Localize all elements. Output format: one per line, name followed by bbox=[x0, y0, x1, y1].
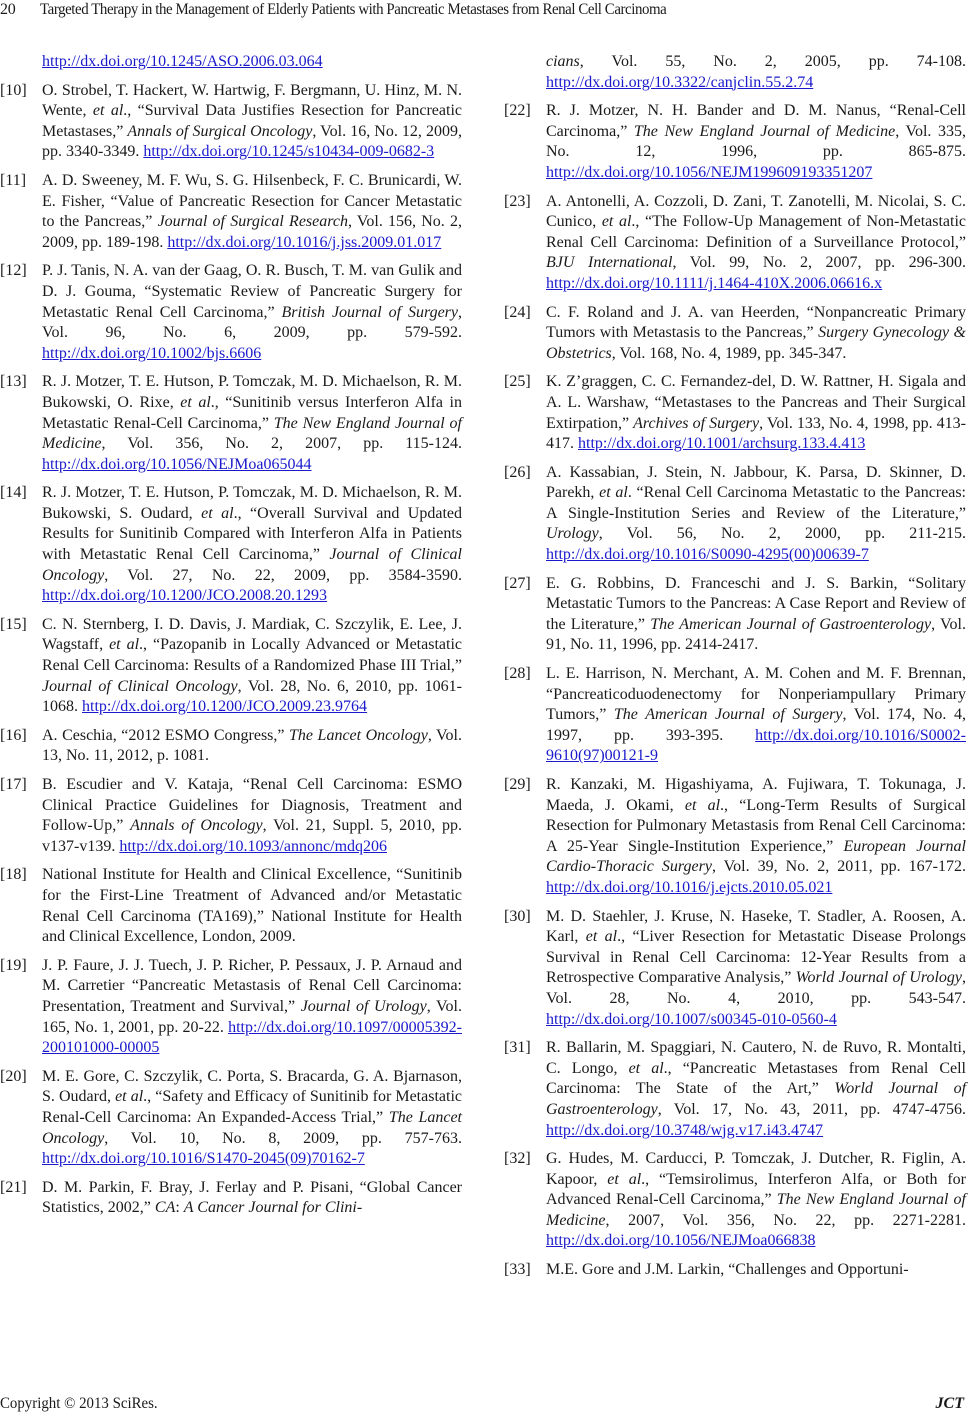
reference-item bbox=[0, 372, 462, 475]
italic-text: Annals of Oncology bbox=[130, 817, 263, 835]
reference-body bbox=[42, 775, 462, 857]
reference-body bbox=[546, 372, 966, 454]
doi-link[interactable]: http://dx.doi.org/10.1056/NEJMoa065044 bbox=[42, 455, 312, 473]
doi-link[interactable]: http://dx.doi.org/10.1016/S0002-9610(97)00121-9 bbox=[546, 726, 966, 765]
reference-number: [16] bbox=[0, 726, 27, 744]
reference-body bbox=[42, 483, 462, 607]
running-title: Targeted Therapy in the Management of Elderly Patients with Pancreatic Metastases from Renal Cell Carcinoma bbox=[40, 1, 667, 18]
reference-body bbox=[42, 171, 462, 253]
doi-link[interactable]: http://dx.doi.org/10.1016/j.ejcts.2010.05.021 bbox=[546, 878, 833, 896]
reference-body bbox=[546, 907, 966, 1031]
reference-item bbox=[0, 726, 462, 767]
reference-item bbox=[0, 956, 462, 1059]
reference-text: , Vol. 16, No. 12, 2009, pp. 3340-3349. bbox=[42, 122, 463, 161]
reference-item bbox=[504, 1260, 966, 1281]
doi-link[interactable]: http://dx.doi.org/10.1016/S1470-2045(09)70162-7 bbox=[42, 1150, 365, 1168]
reference-number: [15] bbox=[0, 615, 27, 633]
italic-text: The American Journal of Gastroenterology bbox=[650, 615, 932, 633]
italic-text: The Lancet Oncology bbox=[289, 726, 428, 744]
reference-body bbox=[546, 303, 966, 365]
reference-text: , Vol. 27, No. 22, 2009, pp. 3584-3590. bbox=[104, 566, 462, 584]
reference-text: . “Renal Cell Carcinoma Metastatic to the Pancreas: A Single-Institution Series and Review of the Literature,” bbox=[546, 484, 966, 522]
reference-text: , Vol. 21, Suppl. 5, 2010, pp. v137-v139. bbox=[42, 817, 463, 855]
reference-list bbox=[0, 81, 462, 1219]
italic-text: BJU International bbox=[546, 254, 673, 272]
reference-text: , Vol. 55, No. 2, 2005, pp. 74-108. bbox=[579, 53, 966, 70]
doi-link[interactable]: http://dx.doi.org/10.1097/00005392-200101000-00005 bbox=[42, 1018, 462, 1057]
reference-item bbox=[504, 574, 966, 656]
italic-text: Journal of Clinical Oncology bbox=[42, 546, 462, 584]
reference-body bbox=[42, 726, 462, 767]
doi-link[interactable]: http://dx.doi.org/10.1111/j.1464-410X.2006.06616.x bbox=[546, 274, 883, 292]
reference-text: ., “Liver Resection for Metastatic Disease Prolongs Survival in Renal Cell Carcinoma: 12-Year Results from a Retrospective Comparative Analysis,” bbox=[546, 928, 966, 987]
reference-item bbox=[504, 664, 966, 767]
references-left-column bbox=[0, 52, 462, 1227]
italic-text: Journal of Surgical Research bbox=[157, 213, 348, 231]
reference-text: R. J. Motzer, N. H. Bander and D. M. Nanus, “Renal-Cell Carcinoma,” bbox=[546, 102, 966, 140]
reference-text: K. Z’graggen, C. C. Fernandez-del, D. W. Rattner, H. Sigala and A. L. Warshaw, “Metastases to the Pancreas and Their Surgical Extirpation,” bbox=[546, 373, 966, 432]
reference-text: ., “Pancreatic Metastases from Renal Cell Carcinoma: The State of the Art,” bbox=[546, 1059, 966, 1098]
reference-item bbox=[0, 865, 462, 947]
reference-text: , Vol. 168, No. 4, 1989, pp. 345-347. bbox=[611, 344, 847, 362]
doi-link[interactable]: http://dx.doi.org/10.1093/annonc/mdq206 bbox=[119, 837, 388, 855]
reference-item bbox=[0, 1178, 462, 1219]
doi-link[interactable]: http://dx.doi.org/10.1016/j.jss.2009.01.017 bbox=[167, 233, 442, 251]
reference-text: C. N. Sternberg, I. D. Davis, J. Mardiak, C. Szczylik, E. Lee, J. Wagstaff, bbox=[42, 615, 462, 654]
italic-text: et al bbox=[601, 213, 632, 231]
copyright-notice: Copyright © 2013 SciRes. bbox=[0, 1395, 158, 1412]
reference-text: ., “Safety and Efficacy of Sunitinib for Metastatic Renal-Cell Carcinoma: An Expanded-Access Trial,” bbox=[42, 1088, 462, 1126]
reference-body bbox=[546, 1260, 966, 1281]
reference-item bbox=[504, 303, 966, 365]
reference-body bbox=[546, 192, 966, 295]
reference-text: , Vol. 28, No. 4, 2010, pp. 543-547. bbox=[546, 969, 966, 1007]
reference-text: A. Kassabian, J. Stein, N. Jabbour, K. Parsa, D. Skinner, D. Parekh, bbox=[546, 463, 966, 502]
reference-text: C. F. Roland and J. A. van Heerden, “Nonpancreatic Primary Tumors with Metastasis to the Pancreas,” bbox=[546, 303, 966, 342]
doi-link[interactable]: http://dx.doi.org/10.1056/NEJMoa066838 bbox=[546, 1232, 816, 1250]
reference-text: ., “The Follow-Up Management of Non-Metastatic Renal Cell Carcinoma: Definition of a Surveillance Protocol,” bbox=[546, 213, 967, 251]
reference-text: ., “Sunitinib versus Interferon Alfa in Metastatic Renal-Cell Carcinoma,” bbox=[42, 393, 462, 432]
doi-link[interactable]: http://dx.doi.org/10.1007/s00345-010-0560-4 bbox=[546, 1010, 837, 1028]
reference-item bbox=[504, 192, 966, 295]
reference-number: [24] bbox=[504, 303, 531, 321]
reference-text: R. Kanzaki, M. Higashiyama, A. Fujiwara, T. Tokunaga, J. Maeda, J. Okami, bbox=[546, 776, 966, 814]
doi-link[interactable]: http://dx.doi.org/10.1200/JCO.2009.23.9764 bbox=[82, 698, 368, 716]
reference-text: , Vol. 133, No. 4, 1998, pp. 413-417. bbox=[546, 414, 967, 453]
reference-body bbox=[546, 101, 966, 183]
reference-number: [23] bbox=[504, 192, 531, 210]
reference-text: R. J. Motzer, T. E. Hutson, P. Tomczak, M. D. Michaelson, R. M. Bukowski, O. Rixe, bbox=[42, 373, 462, 411]
reference-body bbox=[42, 615, 462, 718]
reference-text: , Vol. 99, No. 2, 2007, pp. 296-300. bbox=[672, 254, 967, 272]
doi-link[interactable]: http://dx.doi.org/10.1001/archsurg.133.4.413 bbox=[578, 435, 866, 453]
reference-item bbox=[504, 463, 966, 566]
reference-item bbox=[0, 261, 462, 364]
reference-text: , Vol. 96, No. 6, 2009, pp. 579-592. bbox=[42, 303, 462, 342]
reference-text: O. Strobel, T. Hackert, W. Hartwig, F. Bergmann, U. Hinz, M. N. Wente, bbox=[42, 81, 462, 120]
italic-text: Journal of Urology bbox=[300, 997, 427, 1015]
italic-text: et al bbox=[684, 796, 721, 814]
reference-number: [29] bbox=[504, 776, 531, 793]
reference-number: [27] bbox=[504, 574, 531, 592]
reference-number: [22] bbox=[504, 102, 531, 120]
reference-item bbox=[0, 81, 462, 163]
italic-text: et al bbox=[201, 504, 234, 522]
italic-text: British Journal of Surgery bbox=[281, 303, 458, 321]
reference-text: M.E. Gore and J.M. Larkin, “Challenges and Opportuni- bbox=[546, 1261, 909, 1279]
reference-body bbox=[546, 664, 966, 767]
reference-text: ., “Long-Term Results of Surgical Resection for Pulmonary Metastasis from Renal Cell Carcinoma: A 25-Year Single-Institution Experience,” bbox=[546, 796, 966, 855]
italic-text: European Journal Cardio-Thoracic Surgery bbox=[546, 837, 966, 876]
reference-text: , Vol. 165, No. 1, 2001, pp. 20-22. bbox=[42, 997, 462, 1036]
reference-text: , Vol. 28, No. 6, 2010, pp. 1061-1068. bbox=[42, 677, 462, 716]
reference-text: , Vol. 56, No. 2, 2000, pp. 211-215. bbox=[598, 525, 966, 543]
reference-number: [33] bbox=[504, 1261, 531, 1279]
reference-text: , Vol. 10, No. 8, 2009, pp. 757-763. bbox=[104, 1129, 462, 1147]
reference-text: J. P. Faure, J. J. Tuech, J. P. Richer, P. Pessaux, J. P. Arnaud and M. Carretier “Pancreatic Metastasis of Renal Cell Carcinoma: Presentation, Treatment and Survival,” bbox=[42, 956, 462, 1015]
page-number: 20 bbox=[0, 1, 16, 18]
reference-list bbox=[504, 101, 966, 1280]
reference-continuation bbox=[0, 52, 462, 73]
reference-number: [31] bbox=[504, 1039, 531, 1057]
italic-text: World Journal of Urology bbox=[795, 969, 962, 987]
doi-link[interactable]: http://dx.doi.org/10.1056/NEJM199609193351207 bbox=[546, 163, 873, 181]
italic-text: et al bbox=[585, 928, 618, 946]
reference-text: , Vol. 39, No. 2, 2011, pp. 167-172. bbox=[711, 858, 966, 876]
reference-text: , Vol. 17, No. 43, 2011, pp. 4747-4756. bbox=[657, 1100, 966, 1118]
reference-item bbox=[0, 483, 462, 607]
reference-text: ., “Pazopanib in Locally Advanced or Metastatic Renal Cell Carcinoma: Results of a Randomized Phase III Trial,” bbox=[42, 636, 462, 675]
italic-text: Annals of Surgical Oncology bbox=[127, 122, 313, 140]
doi-link[interactable]: http://dx.doi.org/10.1245/s10434-009-0682-3 bbox=[143, 143, 435, 161]
reference-item bbox=[504, 101, 966, 183]
reference-text: A. D. Sweeney, M. F. Wu, S. G. Hilsenbeck, F. C. Brunicardi, W. E. Fisher, “Value of Pancreatic Resection for Cancer Metastatic to the Pancreas,” bbox=[42, 171, 462, 231]
italic-text: The Lancet Oncology bbox=[42, 1108, 463, 1147]
reference-text: M. D. Staehler, J. Kruse, N. Haseke, T. Stadler, A. Roosen, A. Karl, bbox=[546, 907, 966, 946]
reference-number: [25] bbox=[504, 373, 531, 391]
italic-text: et al bbox=[92, 102, 124, 120]
reference-text: R. Ballarin, M. Spaggiari, N. Cautero, N. de Ruvo, R. Montalti, C. Longo, bbox=[546, 1039, 966, 1077]
reference-text: L. E. Harrison, N. Merchant, A. M. Cohen and M. F. Brennan, “Pancreaticoduodenectomy for Nonperiampullary Primary Tumors,” bbox=[546, 665, 966, 724]
reference-number: [11] bbox=[0, 171, 27, 189]
italic-text: Urology bbox=[546, 525, 599, 543]
reference-number: [20] bbox=[0, 1067, 27, 1085]
reference-text: , Vol. 356, No. 2, 2007, pp. 115-124. bbox=[101, 435, 462, 453]
reference-body bbox=[42, 261, 462, 364]
reference-body bbox=[546, 1149, 966, 1252]
reference-number: [28] bbox=[504, 665, 531, 683]
italic-text: et al bbox=[180, 393, 211, 411]
italic-text: cians bbox=[546, 53, 580, 70]
reference-text: D. M. Parkin, F. Bray, J. Ferlay and P. Pisani, “Global Cancer Statistics, 2002,” bbox=[42, 1178, 462, 1217]
italic-text: et al bbox=[607, 1170, 642, 1188]
italic-text: World Journal of Gastroenterology bbox=[546, 1080, 967, 1118]
reference-text: , Vol. 13, No. 11, 2012, p. 1081. bbox=[42, 726, 462, 765]
italic-text: Journal of Clinical Oncology bbox=[42, 677, 238, 695]
reference-text: : bbox=[175, 1199, 184, 1217]
doi-link[interactable]: http://dx.doi.org/10.1016/S0090-4295(00)00639-7 bbox=[546, 546, 869, 564]
reference-number: [21] bbox=[0, 1178, 27, 1196]
reference-number: [14] bbox=[0, 484, 27, 502]
reference-body bbox=[546, 775, 966, 899]
reference-text: G. Hudes, M. Carducci, P. Tomczak, J. Dutcher, R. Figlin, A. Kapoor, bbox=[546, 1150, 966, 1188]
reference-text: , 2007, Vol. 356, No. 22, pp. 2271-2281. bbox=[605, 1211, 966, 1229]
italic-text: Surgery Gynecology & Obstetrics bbox=[546, 324, 967, 362]
reference-text: , Vol. 156, No. 2, 2009, pp. 189-198. bbox=[42, 213, 463, 251]
reference-text: A. Ceschia, “2012 ESMO Congress,” bbox=[42, 726, 290, 744]
reference-number: [26] bbox=[504, 463, 531, 481]
reference-number: [10] bbox=[0, 81, 27, 99]
references-right-column bbox=[504, 52, 966, 1289]
reference-body bbox=[42, 1178, 462, 1219]
reference-number: [12] bbox=[0, 262, 27, 280]
reference-text: R. J. Motzer, T. E. Hutson, P. Tomczak, M. D. Michaelson, R. M. Bukowski, S. Oudard, bbox=[42, 484, 462, 522]
reference-text: , Vol. 91, No. 11, 1996, pp. 2414-2417. bbox=[546, 615, 966, 654]
page-footer bbox=[0, 1394, 968, 1414]
reference-item bbox=[504, 907, 966, 1031]
page-header bbox=[0, 0, 968, 24]
italic-text: et al bbox=[115, 1088, 144, 1106]
reference-body bbox=[42, 865, 462, 947]
italic-text: The New England Journal of Medicine bbox=[633, 122, 896, 140]
reference-text: , Vol. 335, No. 12, 1996, pp. 865-875. bbox=[546, 122, 967, 161]
italic-text: et al bbox=[109, 636, 140, 654]
italic-text: A Cancer Journal for Clini- bbox=[183, 1199, 363, 1217]
reference-number: [32] bbox=[504, 1150, 531, 1168]
reference-body bbox=[42, 956, 462, 1059]
reference-text: National Institute for Health and Clinical Excellence, “Sunitinib for the First-Line Treatment of Advanced and/or Metastatic Renal Cell Carcinoma (TA169),” National Institute for Health and Clinical Excellence, London, 2009. bbox=[42, 866, 462, 946]
doi-link[interactable]: http://dx.doi.org/10.3748/wjg.v17.i43.4747 bbox=[546, 1121, 824, 1139]
italic-text: Archives of Surgery bbox=[633, 414, 760, 432]
journal-abbreviation: JCT bbox=[935, 1395, 964, 1412]
reference-body bbox=[546, 1038, 966, 1141]
reference-body bbox=[42, 81, 462, 163]
reference-item bbox=[504, 775, 966, 899]
reference-number: [13] bbox=[0, 373, 27, 391]
doi-link[interactable]: http://dx.doi.org/10.1245/ASO.2006.03.064 bbox=[42, 53, 323, 70]
reference-body bbox=[42, 372, 462, 475]
italic-text: et al bbox=[628, 1059, 664, 1077]
italic-text: CA bbox=[154, 1199, 176, 1217]
doi-link[interactable]: http://dx.doi.org/10.1002/bjs.6606 bbox=[42, 344, 262, 362]
reference-number: [18] bbox=[0, 866, 27, 884]
reference-item bbox=[0, 615, 462, 718]
reference-text: , Vol. 174, No. 4, 1997, pp. 393-395. bbox=[546, 706, 967, 744]
reference-text: ., “Temsirolimus, Interferon Alfa, or Both for Advanced Renal-Cell Carcinoma,” bbox=[546, 1170, 966, 1209]
reference-item bbox=[504, 372, 966, 454]
reference-body bbox=[546, 574, 966, 656]
reference-item bbox=[0, 775, 462, 857]
italic-text: The American Journal of Surgery bbox=[613, 706, 843, 724]
reference-item bbox=[504, 1149, 966, 1252]
reference-text: B. Escudier and V. Kataja, “Renal Cell Carcinoma: ESMO Clinical Practice Guidelines for Diagnosis, Treatment and Follow-Up,” bbox=[42, 776, 462, 835]
italic-text: The New England Journal of Medicine bbox=[546, 1191, 966, 1229]
italic-text: The New England Journal of Medicine bbox=[42, 414, 462, 453]
reference-item bbox=[504, 1038, 966, 1141]
reference-text: E. G. Robbins, D. Franceschi and J. S. Barkin, “Solitary Metastatic Tumors to the Pancreas: A Case Report and Review of the Literature,” bbox=[546, 574, 966, 633]
reference-continuation bbox=[504, 52, 966, 93]
reference-text: M. E. Gore, C. Szczylik, C. Porta, S. Bracarda, G. A. Bjarnason, S. Oudard, bbox=[42, 1067, 462, 1106]
doi-link[interactable]: http://dx.doi.org/10.1200/JCO.2008.20.1293 bbox=[42, 587, 328, 605]
reference-number: [17] bbox=[0, 776, 27, 793]
reference-item bbox=[0, 171, 462, 253]
reference-item bbox=[0, 1067, 462, 1170]
italic-text: et al bbox=[599, 484, 628, 502]
doi-link[interactable]: http://dx.doi.org/10.3322/canjclin.55.2.74 bbox=[546, 73, 814, 91]
reference-body bbox=[42, 1067, 462, 1170]
reference-text: ., “Survival Data Justifies Resection for Pancreatic Metastases,” bbox=[42, 102, 462, 140]
reference-text: A. Antonelli, A. Cozzoli, D. Zani, T. Zanotelli, M. Nicolai, S. C. Cunico, bbox=[546, 192, 966, 231]
reference-number: [30] bbox=[504, 907, 531, 925]
reference-text: P. J. Tanis, N. A. van der Gaag, O. R. Busch, T. M. van Gulik and D. J. Gouma, “Systematic Review of Pancreatic Surgery for Metastatic Renal Cell Carcinoma,” bbox=[42, 262, 462, 321]
reference-number: [19] bbox=[0, 956, 27, 974]
reference-body bbox=[546, 463, 966, 566]
reference-text: ., “Overall Survival and Updated Results for Sunitinib Compared with Interferon Alfa in Patients with Metastatic Renal Cell Carcinoma,” bbox=[42, 504, 462, 564]
